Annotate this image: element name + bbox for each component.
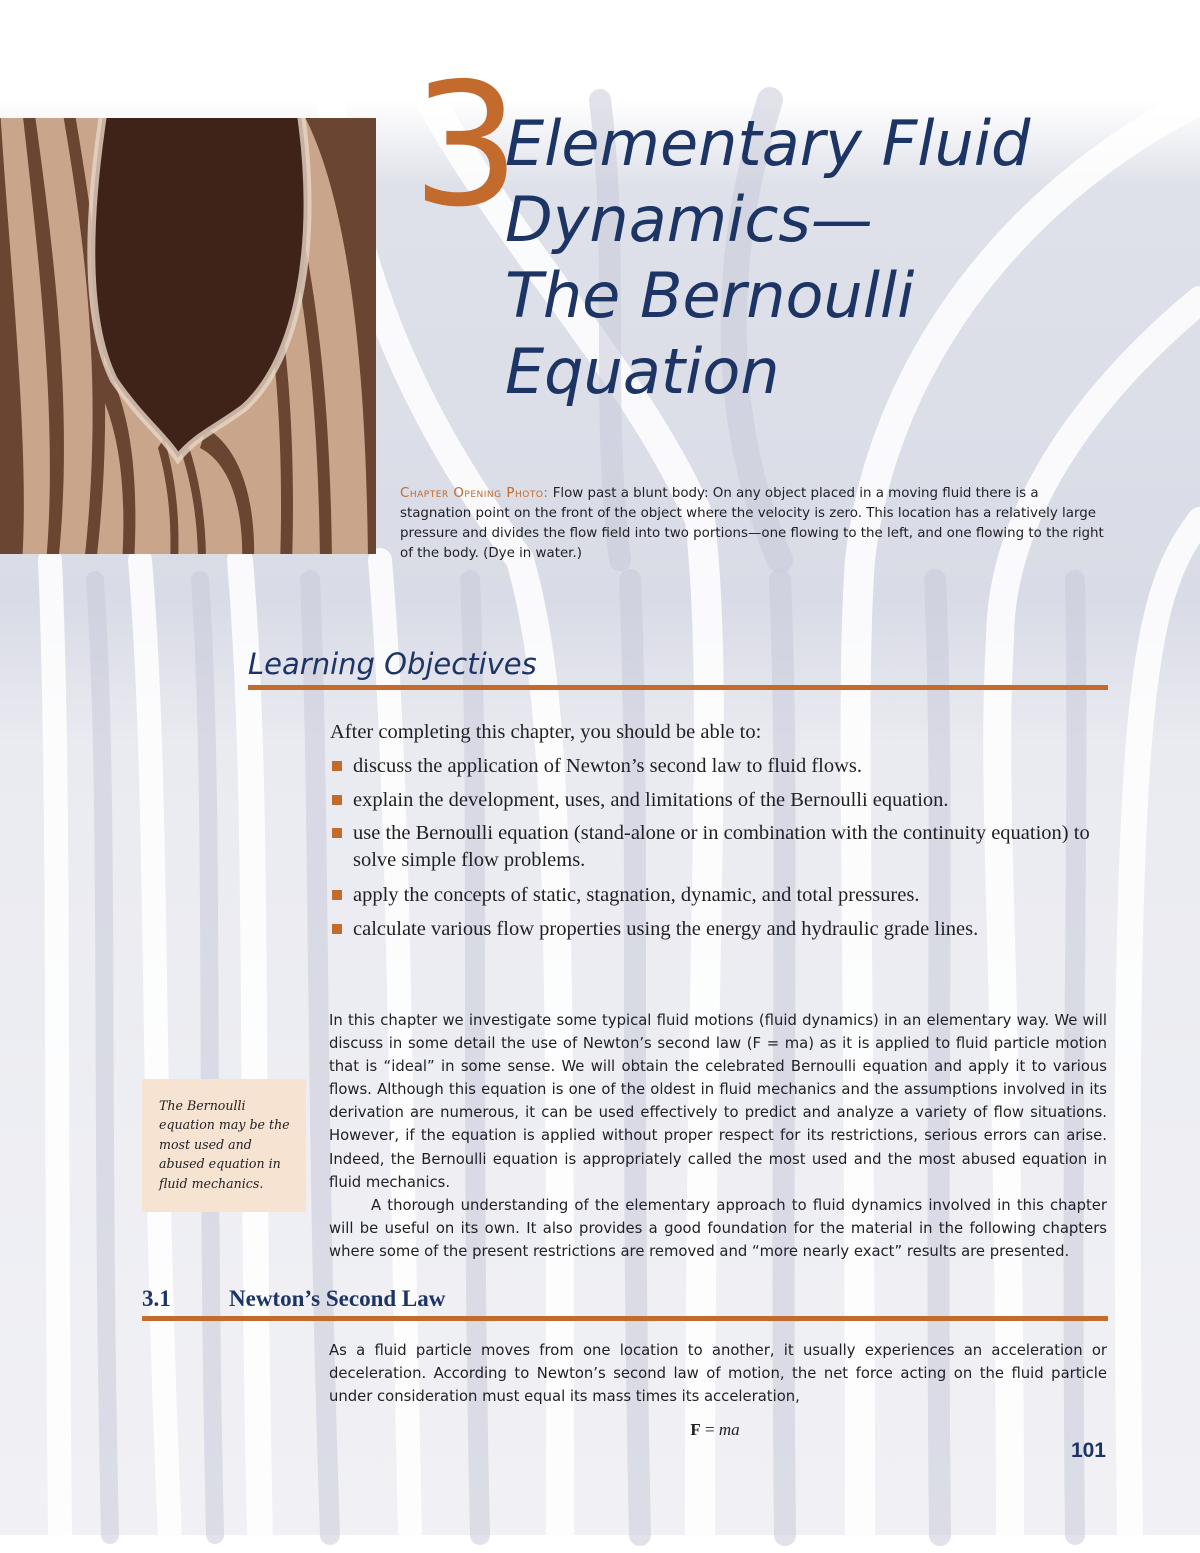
learning-objectives — [330, 715, 1120, 946]
square-bullet-icon — [332, 761, 342, 771]
chapter-number: 3 — [412, 47, 517, 245]
objective-item — [330, 783, 1120, 817]
objective-text: explain the development, uses, and limitations of the Bernoulli equation. — [353, 789, 949, 811]
chapter-title-line: Dynamics— — [505, 183, 873, 256]
photo-caption — [400, 484, 1112, 564]
equation-force-symbol: F — [690, 1420, 701, 1439]
photo-caption-text: Flow past a blunt body: On any object placed in a moving fluid there is a stagnation point on the front of the object where the velocity is zero. This location has a relatively large pressure and divides the flow field into two portions—one flowing to the left, and one flowing to the right of the body. (Dye in water.) — [400, 486, 1104, 561]
section-divider — [142, 1316, 1108, 1321]
objective-item — [330, 912, 1120, 946]
square-bullet-icon — [332, 795, 342, 805]
newton-equation — [600, 1418, 830, 1442]
objective-text: discuss the application of Newton’s second law to fluid flows. — [353, 755, 862, 777]
square-bullet-icon — [332, 890, 342, 900]
chapter-intro — [329, 1009, 1107, 1263]
square-bullet-icon — [332, 828, 342, 838]
equation-equals: = — [700, 1420, 719, 1439]
chapter-title-line: Elementary Fluid — [505, 107, 1031, 180]
photo-caption-label: Chapter Opening Photo: — [400, 486, 549, 501]
objective-text: apply the concepts of static, stagnation, dynamic, and total pressures. — [353, 884, 920, 906]
margin-note: The Bernoulli equation may be the most used and abused equation in fluid mechanics. — [142, 1079, 306, 1212]
learning-objectives-heading: Learning Objectives — [248, 647, 537, 681]
objective-item — [330, 749, 1120, 783]
chapter-opening-photo — [0, 118, 376, 554]
square-bullet-icon — [332, 924, 342, 934]
objective-item — [330, 878, 1120, 912]
objective-text: calculate various flow properties using the energy and hydraulic grade lines. — [353, 918, 979, 940]
learning-objectives-divider — [248, 685, 1108, 690]
equation-mass-acceleration: ma — [718, 1420, 740, 1439]
objective-text: use the Bernoulli equation (stand-alone or in combination with the continuity equation) to solve simple flow problems. — [353, 822, 1090, 871]
section-paragraph: As a fluid particle moves from one location to another, it usually experiences an acceleration or deceleration. According to Newton’s second law of motion, the net force acting on the fluid particle under consideration must equal its mass times its acceleration, — [329, 1342, 1107, 1406]
intro-paragraph: A thorough understanding of the elementary approach to fluid dynamics involved in this chapter will be useful on its own. It also provides a good foundation for the material in the following chapters where some of the present restrictions are removed and “more nearly exact” results are presented. — [329, 1196, 1107, 1260]
intro-paragraph: In this chapter we investigate some typical fluid motions (fluid dynamics) in an elementary way. We will discuss in some detail the use of Newton’s second law (F = ma) as it is applied to fluid particle motion that is “ideal” in some sense. We will obtain the celebrated Bernoulli equation and apply it to various flows. Although this equation is one of the oldest in fluid mechanics and the assumptions involved in its derivation are numerous, it can be used effectively to predict and analyze a variety of flow situations. However, if the equation is applied without proper respect for its restrictions, serious errors can arise. Indeed, the Bernoulli equation is appropriately called the most used and the most abused equation in fluid mechanics. — [329, 1012, 1107, 1191]
chapter-title — [505, 106, 1165, 410]
objective-item — [330, 817, 1120, 878]
chapter-title-line: Equation — [505, 335, 780, 408]
learning-objectives-intro: After completing this chapter, you should be able to: — [330, 721, 762, 743]
learning-objectives-list — [330, 749, 1120, 946]
chapter-title-line: The Bernoulli — [505, 259, 915, 332]
section-title: Newton’s Second Law — [229, 1286, 446, 1311]
section-number: 3.1 — [142, 1286, 171, 1311]
page-number: 101 — [1070, 1439, 1106, 1462]
